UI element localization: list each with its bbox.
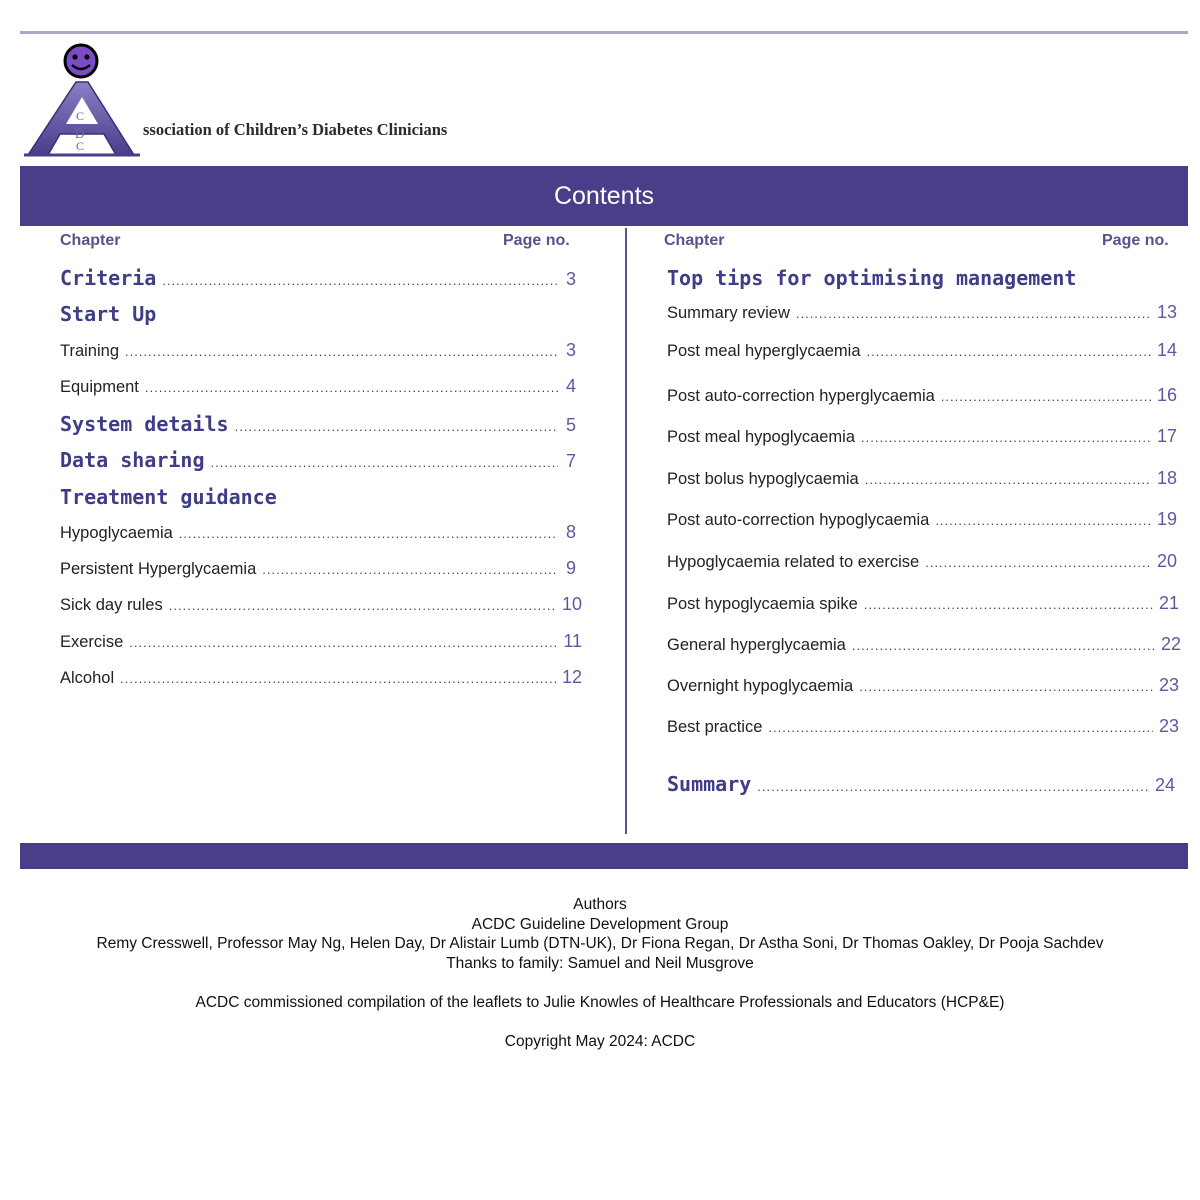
toc-label: Post bolus hypoglycaemia xyxy=(667,470,859,488)
toc-page: 3 xyxy=(565,269,576,289)
leader-dots xyxy=(768,720,1153,735)
acdc-logo-graphic xyxy=(24,42,140,160)
toc-entry-overnight-hypoglycaemia[interactable] xyxy=(667,675,1179,696)
toc-page: 10 xyxy=(561,594,582,614)
leader-dots xyxy=(211,455,559,470)
leader-dots xyxy=(865,472,1151,487)
toc-label: Data sharing xyxy=(60,448,205,472)
authors-names: Remy Cresswell, Professor May Ng, Helen Day, Dr Alistair Lumb (DTN-UK), Dr Fiona Regan, Dr Astha Soni, Dr Thomas Oakley, Dr Pooja Sachdev xyxy=(96,935,1104,952)
toc-page: 14 xyxy=(1156,340,1177,360)
toc-label: Best practice xyxy=(667,718,763,736)
logo-letter-c: C xyxy=(76,109,85,123)
toc-label: Post auto-correction hyperglycaemia xyxy=(667,387,935,405)
toc-entry-general-hyperglycaemia[interactable] xyxy=(667,634,1181,655)
toc-page: 18 xyxy=(1156,468,1177,488)
toc-label: Summary xyxy=(667,772,752,796)
footer-bar xyxy=(20,843,1188,869)
toc-label: Post auto-correction hypoglycaemia xyxy=(667,511,930,529)
toc-page: 8 xyxy=(565,522,576,542)
toc-label: Alcohol xyxy=(60,669,115,687)
toc-entry-post-meal-hypoglycaemia[interactable] xyxy=(667,426,1177,447)
toc-label: Persistent Hyperglycaemia xyxy=(60,560,257,578)
commission-line: ACDC commissioned compilation of the leaflets to Julie Knowles of Healthcare Professionals and Educators (HCP&E) xyxy=(195,994,1005,1011)
acdc-logo xyxy=(24,42,140,160)
leader-dots xyxy=(179,526,558,541)
toc-page: 21 xyxy=(1158,593,1179,613)
leader-dots xyxy=(120,671,556,686)
smiley-face-icon xyxy=(65,45,97,77)
leader-dots xyxy=(262,562,558,577)
toc-entry-hypoglycaemia-exercise[interactable] xyxy=(667,551,1177,572)
toc-entry-sick-day-rules[interactable] xyxy=(60,594,582,615)
toc-page: 11 xyxy=(563,631,582,651)
toc-page: 4 xyxy=(565,376,576,396)
toc-label: System details xyxy=(60,412,229,436)
thanks-line: Thanks to family: Samuel and Neil Musgrove xyxy=(446,955,754,972)
toc-label: General hyperglycaemia xyxy=(667,636,846,654)
toc-entry-treatment-guidance[interactable] xyxy=(60,485,576,509)
toc-page: 23 xyxy=(1158,675,1179,695)
toc-entry-post-auto-correction-hypoglycaemia[interactable] xyxy=(667,509,1177,530)
toc-page: 17 xyxy=(1156,426,1177,446)
toc-page: 12 xyxy=(561,667,582,687)
toc-page: 3 xyxy=(565,340,576,360)
right-chapter-header: Chapter xyxy=(664,232,725,249)
toc-label: Top tips for optimising management xyxy=(667,266,1077,290)
toc-entry-training[interactable] xyxy=(60,340,576,361)
logo-letter-c2: C xyxy=(76,139,85,153)
leader-dots xyxy=(145,380,558,395)
leader-dots xyxy=(859,679,1153,694)
authors-title: Authors xyxy=(573,896,627,913)
toc-label: Equipment xyxy=(60,378,139,396)
toc-label: Exercise xyxy=(60,633,124,651)
leader-dots xyxy=(125,344,558,359)
leader-dots xyxy=(941,389,1151,404)
leader-dots xyxy=(129,635,557,650)
right-page-header: Page no. xyxy=(1102,232,1169,249)
leader-dots xyxy=(796,306,1151,321)
copyright-line: Copyright May 2024: ACDC xyxy=(504,1033,696,1050)
leader-dots xyxy=(867,344,1151,359)
toc-entry-exercise[interactable] xyxy=(60,631,582,652)
organisation-name: ssociation of Children’s Diabetes Clinicians xyxy=(143,120,448,139)
toc-entry-system-details[interactable] xyxy=(60,412,576,436)
toc-entry-equipment[interactable] xyxy=(60,376,576,397)
toc-page: 9 xyxy=(565,558,576,578)
toc-label: Overnight hypoglycaemia xyxy=(667,677,854,695)
toc-entry-best-practice[interactable] xyxy=(667,716,1179,737)
left-chapter-header: Chapter xyxy=(60,232,121,249)
toc-label: Post meal hyperglycaemia xyxy=(667,342,861,360)
toc-entry-top-tips[interactable] xyxy=(667,266,1177,290)
leader-dots xyxy=(861,430,1151,445)
column-divider xyxy=(625,228,627,834)
toc-page: 13 xyxy=(1156,302,1177,322)
toc-entry-start-up[interactable] xyxy=(60,302,576,326)
toc-entry-data-sharing[interactable] xyxy=(60,448,576,472)
leader-dots xyxy=(757,779,1149,794)
leader-dots xyxy=(169,598,556,613)
toc-page: 20 xyxy=(1156,551,1177,571)
toc-page: 7 xyxy=(565,451,576,471)
toc-entry-hypoglycaemia[interactable] xyxy=(60,522,576,543)
toc-entry-criteria[interactable] xyxy=(60,266,576,290)
toc-label: Training xyxy=(60,342,119,360)
toc-entry-alcohol[interactable] xyxy=(60,667,582,688)
contents-title: Contents xyxy=(553,181,655,210)
toc-entry-summary-review[interactable] xyxy=(667,302,1177,323)
toc-page: 5 xyxy=(565,415,576,435)
leader-dots xyxy=(864,597,1153,612)
leader-dots xyxy=(235,419,558,434)
leader-dots xyxy=(852,638,1155,653)
toc-label: Summary review xyxy=(667,304,790,322)
toc-label: Post meal hypoglycaemia xyxy=(667,428,856,446)
toc-label: Start Up xyxy=(60,302,157,326)
toc-label: Hypoglycaemia related to exercise xyxy=(667,553,920,571)
leader-dots xyxy=(162,273,558,288)
toc-entry-post-bolus-hypoglycaemia[interactable] xyxy=(667,468,1177,489)
toc-entry-post-meal-hyperglycaemia[interactable] xyxy=(667,340,1177,361)
toc-label: Criteria xyxy=(60,266,157,290)
toc-entry-summary[interactable] xyxy=(667,772,1175,796)
leader-dots xyxy=(925,555,1151,570)
toc-label: Sick day rules xyxy=(60,596,163,614)
toc-entry-persistent-hyperglycaemia[interactable] xyxy=(60,558,576,579)
toc-entry-post-hypoglycaemia-spike[interactable] xyxy=(667,593,1179,614)
logo-letter-d: D xyxy=(75,126,85,141)
toc-page: 24 xyxy=(1154,775,1175,795)
top-rule xyxy=(20,31,1188,34)
left-page-header: Page no. xyxy=(503,232,570,249)
authors-group: ACDC Guideline Development Group xyxy=(471,916,729,933)
toc-label: Post hypoglycaemia spike xyxy=(667,595,858,613)
toc-entry-post-auto-correction-hyperglycaemia[interactable] xyxy=(667,385,1177,406)
toc-label: Hypoglycaemia xyxy=(60,524,173,542)
toc-label: Treatment guidance xyxy=(60,485,277,509)
toc-page: 19 xyxy=(1156,509,1177,529)
toc-page: 22 xyxy=(1160,634,1181,654)
toc-page: 23 xyxy=(1158,716,1179,736)
toc-page: 16 xyxy=(1156,385,1177,405)
contents-banner xyxy=(20,166,1188,226)
leader-dots xyxy=(935,513,1151,528)
